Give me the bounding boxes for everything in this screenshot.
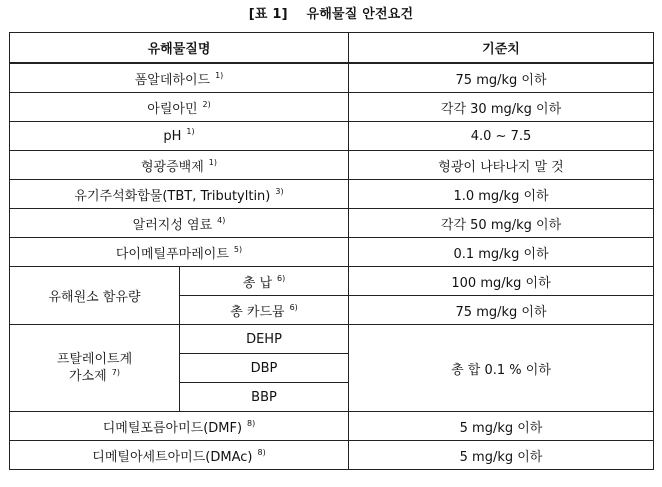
footnote-ref: 8)	[257, 448, 266, 458]
standard-cell: 형광이 나타나지 말 것	[349, 151, 654, 180]
footnote-ref: 1)	[215, 71, 224, 81]
substance-cell: BBP	[180, 383, 349, 412]
table-number: [표 1]	[248, 7, 288, 22]
standard-cell: 1.0 mg/kg 이하	[349, 180, 654, 209]
substance-name: 형광증백제	[141, 159, 204, 175]
substance-name: 아릴아민	[147, 101, 198, 117]
table-title: 유해물질 안전요건	[306, 7, 414, 22]
table-row	[10, 412, 654, 441]
table-row	[10, 63, 654, 93]
substance-name: 폼알데하이드	[134, 72, 211, 88]
table-row	[10, 267, 654, 296]
substance-name: 다이메틸푸마레이트	[115, 246, 229, 262]
substance-name: 유기주석화합물(TBT, Tributyltin)	[74, 188, 271, 204]
table-row	[10, 93, 654, 122]
footnote-ref: 8)	[247, 419, 256, 429]
substance-cell	[10, 63, 349, 93]
group-line-1: 프탈레이트계	[56, 352, 133, 367]
standard-cell: 5 mg/kg 이하	[349, 412, 654, 441]
substance-cell	[10, 151, 349, 180]
standard-cell: 100 mg/kg 이하	[349, 267, 654, 296]
footnote-ref: 2)	[202, 100, 211, 110]
substance-name: 디메틸포름아미드(DMF)	[102, 420, 243, 436]
standard-cell: 5 mg/kg 이하	[349, 441, 654, 470]
table-row	[10, 209, 654, 238]
substance-cell: DBP	[180, 354, 349, 383]
standard-cell: 75 mg/kg 이하	[349, 296, 654, 325]
header-substance: 유해물질명	[10, 33, 349, 64]
table-row	[10, 238, 654, 267]
substance-cell	[10, 122, 349, 151]
standard-cell: 4.0 ~ 7.5	[349, 122, 654, 151]
standard-cell: 총 합 0.1 % 이하	[349, 325, 654, 412]
footnote-ref: 7)	[111, 367, 120, 377]
table-row	[10, 122, 654, 151]
substance-name: 총 카드뮴	[230, 304, 285, 320]
substance-cell	[10, 412, 349, 441]
group-line-2: 가소제	[69, 369, 107, 384]
table-row	[10, 151, 654, 180]
table-header-row	[10, 33, 654, 64]
substance-cell: DEHP	[180, 325, 349, 354]
group-cell-phthalates	[10, 325, 180, 412]
substance-cell	[10, 238, 349, 267]
substance-name: 총 납	[242, 275, 273, 291]
table-caption	[0, 3, 662, 22]
standard-cell: 75 mg/kg 이하	[349, 63, 654, 93]
footnote-ref: 6)	[277, 274, 286, 284]
footnote-ref: 1)	[186, 127, 195, 137]
footnote-ref: 5)	[233, 245, 243, 255]
substance-cell	[180, 267, 349, 296]
table-row	[10, 180, 654, 209]
hazard-standards-table	[9, 32, 654, 470]
standard-cell: 각각 30 mg/kg 이하	[349, 93, 654, 122]
substance-name: 알러지성 염료	[132, 217, 213, 233]
footnote-ref: 4)	[217, 216, 226, 226]
table-row	[10, 325, 654, 354]
substance-cell	[180, 296, 349, 325]
substance-cell	[10, 93, 349, 122]
substance-cell	[10, 441, 349, 470]
substance-cell	[10, 209, 349, 238]
substance-cell	[10, 180, 349, 209]
footnote-ref: 1)	[208, 158, 218, 168]
group-cell-heavy-metals: 유해원소 함유량	[10, 267, 180, 325]
standard-cell: 각각 50 mg/kg 이하	[349, 209, 654, 238]
table-row	[10, 441, 654, 470]
footnote-ref: 3)	[275, 187, 284, 197]
substance-name: pH	[163, 128, 182, 144]
substance-name: 디메틸아세트아미드(DMAc)	[92, 449, 253, 465]
standard-cell: 0.1 mg/kg 이하	[349, 238, 654, 267]
header-standard: 기준치	[349, 33, 654, 64]
footnote-ref: 6)	[289, 303, 298, 313]
